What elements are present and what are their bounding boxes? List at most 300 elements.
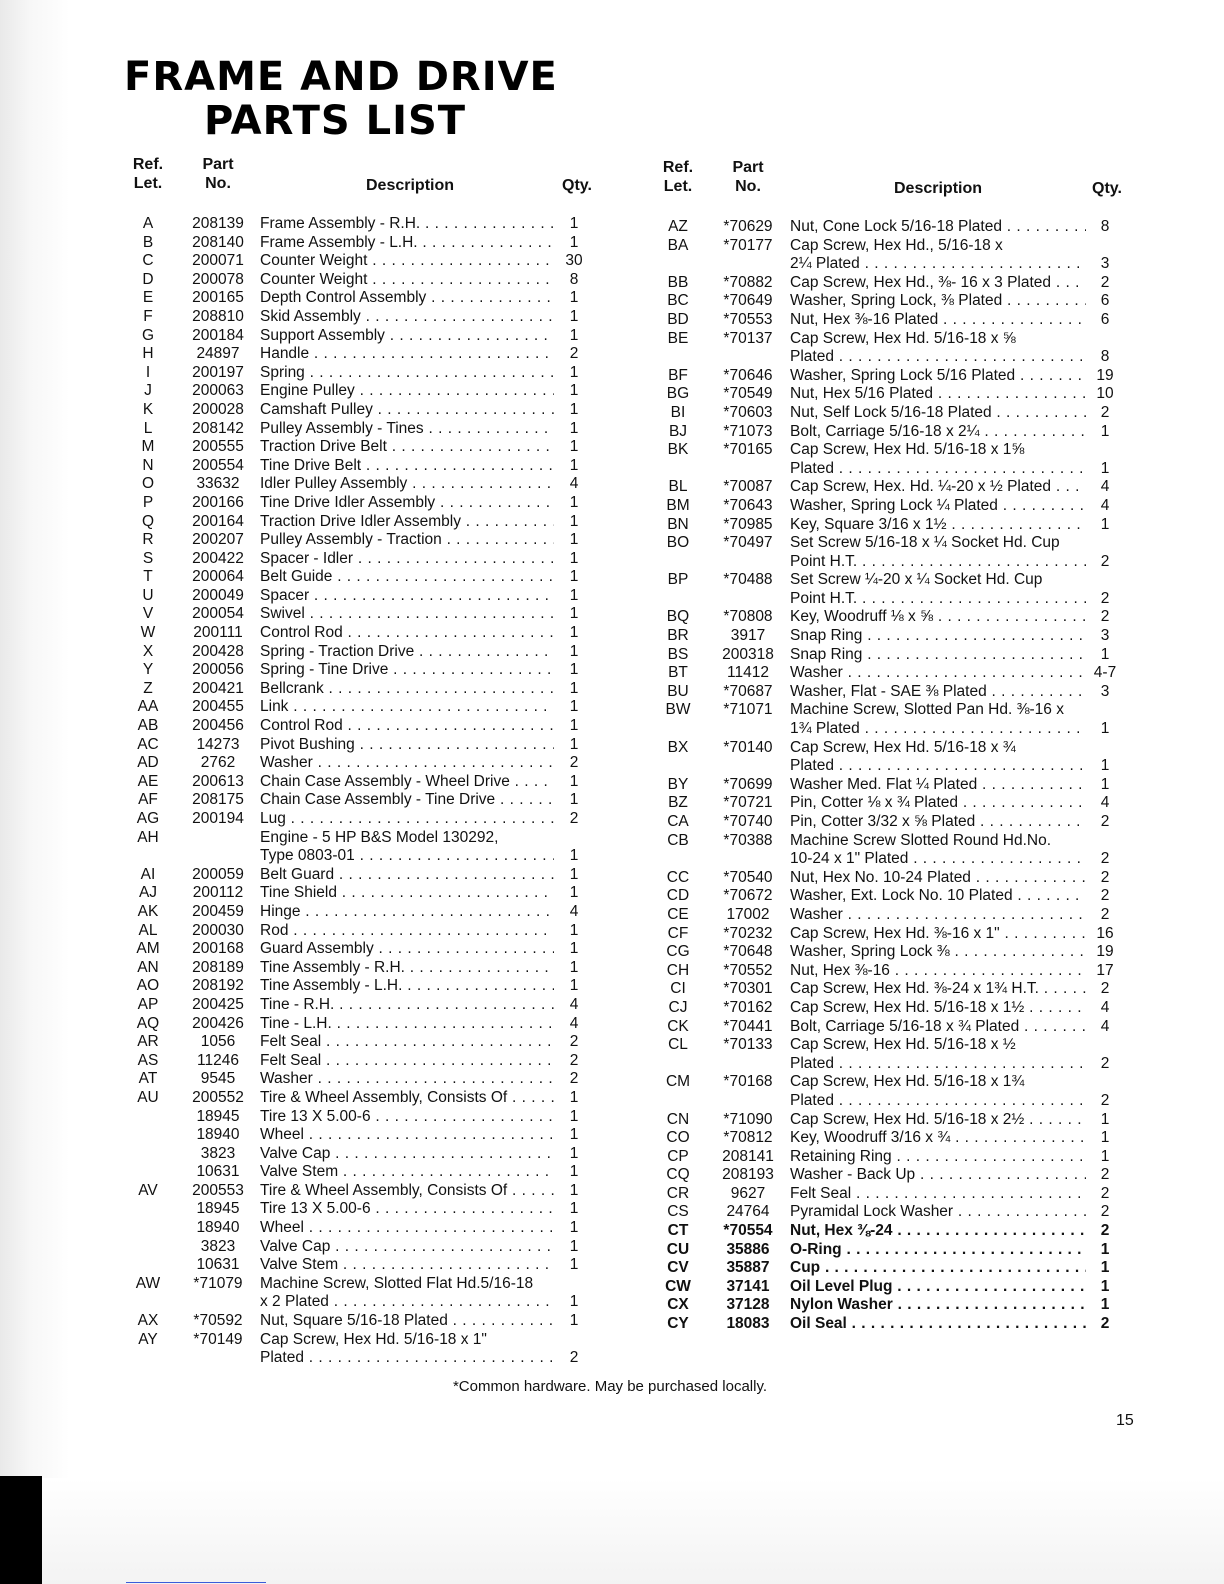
table-row: [122, 643, 602, 662]
table-row: [652, 962, 1124, 981]
part-number: 37141: [726, 1277, 770, 1295]
ref-letter: AE: [137, 772, 159, 790]
quantity: 1: [569, 1163, 579, 1181]
description-line: Support Assembly . . .: [260, 327, 554, 346]
ref-letter: CG: [666, 943, 690, 961]
ref-letter: AK: [137, 902, 159, 920]
part-description: [260, 922, 554, 941]
part-number: 200056: [192, 661, 244, 679]
ref-letter: CC: [666, 868, 690, 886]
ref-letter: Z: [143, 679, 153, 697]
table-row: [652, 404, 1124, 423]
part-description: [790, 646, 1086, 665]
description-line: Washer . . .: [790, 906, 1086, 925]
quantity: 1: [569, 698, 579, 716]
part-description: [260, 401, 554, 420]
description-line: Washer, Spring Lock, ⅜ Plated . . .: [790, 292, 1086, 311]
part-number: 200028: [192, 400, 244, 418]
part-number: 200422: [192, 549, 244, 567]
quantity: 1: [1100, 1259, 1110, 1277]
binding-edge: [0, 1476, 42, 1584]
description-line: Guard Assembly . . .: [260, 940, 554, 959]
part-description: [790, 516, 1086, 535]
ref-letter: CR: [666, 1184, 690, 1202]
ref-letter: U: [142, 586, 154, 604]
part-description: [260, 1219, 554, 1238]
quantity: 2: [569, 754, 579, 772]
description-line: Key, Woodruff 3/16 x ¾ . . .: [790, 1129, 1086, 1148]
table-row: [652, 627, 1124, 646]
description-line: Machine Screw, Slotted Flat Hd.5/16-18: [260, 1274, 534, 1292]
ref-letter: D: [142, 270, 154, 288]
part-description: [260, 866, 554, 885]
quantity: 4-7: [1093, 664, 1117, 682]
part-description: [260, 1145, 554, 1164]
ref-letter: AI: [140, 865, 156, 883]
part-number: 18083: [726, 1315, 770, 1333]
description-line: Handle . . .: [260, 345, 554, 364]
part-number: *70137: [723, 329, 773, 347]
table-row: [122, 345, 602, 364]
quantity: 8: [1100, 218, 1110, 235]
part-number: *70699: [723, 775, 773, 793]
table-row: [122, 382, 602, 401]
quantity: 2: [1100, 887, 1110, 905]
table-row: [122, 1145, 602, 1164]
header-part-no: Part No.: [202, 156, 234, 192]
part-number: 208140: [192, 233, 244, 251]
quantity: 2: [1100, 1222, 1110, 1240]
quantity: 2: [569, 1070, 579, 1088]
ref-letter: CE: [667, 905, 689, 923]
description-line: Cap Screw, Hex Hd. 5/16-18 x ¾: [790, 738, 1016, 756]
parts-rows-right: [652, 218, 1124, 1334]
part-number: 200064: [192, 568, 244, 586]
description-line: Tire & Wheel Assembly, Consists Of . . .: [260, 1182, 554, 1201]
ref-letter: CT: [667, 1222, 689, 1240]
ref-letter: AG: [136, 810, 160, 827]
description-line: Cap Screw, Hex Hd. 5/16-18 x ⅝: [790, 329, 1016, 347]
ref-letter: A: [142, 215, 154, 232]
part-description: [790, 330, 1086, 367]
table-row: [122, 1108, 602, 1127]
description-line: Lug . . .: [260, 810, 554, 829]
table-row: [122, 661, 602, 680]
quantity: 1: [569, 1088, 579, 1106]
description-line: Pin, Cotter ⅛ x ¾ Plated . . .: [790, 794, 1086, 813]
ref-letter: V: [142, 605, 154, 623]
part-description: [790, 627, 1086, 646]
part-description: [260, 996, 554, 1015]
quantity: 30: [565, 252, 583, 270]
quantity: 16: [1096, 924, 1114, 942]
table-row: [122, 1033, 602, 1052]
description-line: Key, Woodruff ⅛ x ⅝ . . .: [790, 608, 1086, 627]
description-line: Plated . . .: [260, 1349, 554, 1368]
part-number: 200455: [192, 698, 244, 716]
part-number: 24764: [726, 1203, 770, 1221]
ref-letter: AT: [138, 1070, 158, 1088]
part-number: *70629: [723, 218, 773, 235]
part-number: *70162: [723, 998, 773, 1016]
part-number: *70687: [723, 682, 773, 700]
scan-underline-mark: [126, 1582, 266, 1583]
part-description: [260, 605, 554, 624]
table-row: [652, 776, 1124, 795]
part-description: [790, 423, 1086, 442]
table-row: [122, 810, 602, 829]
part-description: [260, 1052, 554, 1071]
description-line: Cap Screw, Hex Hd. 5/16-18 x 1½ . . .: [790, 999, 1086, 1018]
ref-letter: B: [142, 233, 154, 251]
description-line: Plated . . .: [790, 1092, 1086, 1111]
table-row: [652, 1241, 1124, 1260]
ref-letter: AD: [137, 754, 159, 772]
quantity: 1: [569, 977, 579, 995]
table-row: [652, 1278, 1124, 1297]
description-line: Counter Weight . . .: [260, 271, 554, 290]
quantity: 1: [1100, 720, 1110, 738]
table-row: [652, 1148, 1124, 1167]
part-description: [260, 1331, 554, 1368]
quantity: 1: [569, 884, 579, 902]
table-row: [652, 1185, 1124, 1204]
part-number: *70643: [723, 496, 773, 514]
ref-letter: BR: [667, 627, 689, 645]
description-line: Counter Weight . . .: [260, 252, 554, 271]
table-row: [652, 794, 1124, 813]
table-row: [122, 773, 602, 792]
ref-letter: BQ: [666, 608, 690, 626]
ref-letter: AB: [137, 717, 159, 735]
table-row: [652, 1018, 1124, 1037]
description-line: Spacer - Idler . . .: [260, 550, 554, 569]
table-row: [122, 922, 602, 941]
ref-letter: H: [142, 345, 154, 363]
table-row: [122, 977, 602, 996]
quantity: 2: [1100, 273, 1110, 291]
table-row: [122, 829, 602, 866]
part-description: [790, 1296, 1086, 1315]
description-line: Point H.T. . . .: [790, 553, 1086, 572]
description-line: Pivot Bushing . . .: [260, 736, 554, 755]
quantity: 1: [569, 1219, 579, 1237]
description-line: 1¾ Plated . . .: [790, 720, 1086, 739]
quantity: 17: [1096, 961, 1114, 979]
table-row: [652, 1222, 1124, 1241]
quantity: 2: [569, 1349, 579, 1367]
quantity: 1: [1100, 1277, 1110, 1295]
part-description: [790, 367, 1086, 386]
ref-letter: AP: [137, 995, 159, 1013]
table-row: [122, 1275, 602, 1312]
ref-letter: P: [142, 493, 154, 511]
part-number: *70140: [723, 738, 773, 756]
table-row: [122, 289, 602, 308]
ref-letter: BK: [667, 441, 689, 459]
table-row: [122, 940, 602, 959]
ref-letter: O: [141, 475, 155, 493]
part-number: 3823: [200, 1144, 236, 1162]
part-description: [260, 829, 554, 866]
description-line: Nylon Washer . . .: [790, 1296, 1086, 1315]
ref-letter: AM: [136, 940, 160, 958]
quantity: 1: [569, 642, 579, 660]
description-line: Type 0803-01 . . .: [260, 847, 554, 866]
table-row: [122, 531, 602, 550]
ref-letter: CY: [667, 1315, 689, 1333]
description-line: Retaining Ring . . .: [790, 1148, 1086, 1167]
part-description: [260, 1126, 554, 1145]
quantity: 1: [1100, 775, 1110, 793]
quantity: 1: [569, 233, 579, 251]
description-line: Washer, Spring Lock ⅜ . . .: [790, 943, 1086, 962]
description-line: Cap Screw, Hex Hd., ⅜- 16 x 3 Plated . . .: [790, 274, 1086, 293]
part-description: [790, 664, 1086, 683]
table-row: [652, 367, 1124, 386]
description-line: Washer Med. Flat ¼ Plated . . .: [790, 776, 1086, 795]
description-line: Spring - Tine Drive . . .: [260, 661, 554, 680]
header-description: Description: [894, 180, 983, 197]
part-description: [260, 271, 554, 290]
part-number: 200554: [192, 456, 244, 474]
part-description: [790, 1166, 1086, 1185]
table-row: [122, 457, 602, 476]
part-description: [790, 701, 1086, 738]
part-number: *71090: [723, 1110, 773, 1128]
part-description: [790, 869, 1086, 888]
part-number: 18940: [196, 1126, 240, 1144]
part-number: 10631: [196, 1256, 240, 1274]
table-row: [652, 813, 1124, 832]
description-line: Pulley Assembly - Traction . . .: [260, 531, 554, 550]
ref-letter: W: [140, 624, 156, 642]
quantity: 1: [569, 512, 579, 530]
description-line: Cap Screw, Hex Hd. ⅜-24 x 1¾ H.T. . . .: [790, 980, 1086, 999]
ref-letter: BJ: [668, 422, 688, 440]
ref-letter: G: [141, 326, 155, 344]
table-row: [652, 274, 1124, 293]
part-number: 24897: [196, 345, 240, 363]
part-description: [260, 457, 554, 476]
table-row: [122, 717, 602, 736]
ref-letter: AC: [137, 735, 159, 753]
table-row: [122, 513, 602, 532]
quantity: 2: [569, 1033, 579, 1051]
part-number: *70087: [723, 478, 773, 496]
part-number: 208142: [192, 419, 244, 437]
part-number: 2762: [200, 754, 236, 772]
description-line: Frame Assembly - L.H. . . .: [260, 234, 554, 253]
quantity: 2: [1100, 868, 1110, 886]
quantity: 1: [569, 624, 579, 642]
quantity: 2: [1100, 980, 1110, 998]
table-row: [122, 680, 602, 699]
quantity: 2: [1100, 1166, 1110, 1184]
header-ref-let: Ref. Let.: [662, 159, 694, 195]
quantity: 1: [569, 549, 579, 567]
part-description: [260, 959, 554, 978]
quantity: 1: [569, 326, 579, 344]
part-description: [790, 404, 1086, 423]
part-number: 208810: [192, 307, 244, 325]
part-description: [260, 884, 554, 903]
description-line: Plated . . .: [790, 1055, 1086, 1074]
quantity: 1: [569, 1200, 579, 1218]
part-description: [260, 308, 554, 327]
part-description: [790, 1278, 1086, 1297]
quantity: 19: [1096, 366, 1114, 384]
table-row: [652, 925, 1124, 944]
table-row: [122, 1182, 602, 1201]
description-line: Cap Screw, Hex Hd. 5/16-18 x 2½ . . .: [790, 1111, 1086, 1130]
part-number: 200071: [192, 252, 244, 270]
part-number: *70149: [193, 1330, 243, 1348]
description-line: Nut, Square 5/16-18 Plated . . .: [260, 1312, 554, 1331]
part-description: [260, 1033, 554, 1052]
ref-letter: CV: [667, 1259, 689, 1277]
ref-letter: AS: [137, 1051, 159, 1069]
quantity: 2: [1100, 403, 1110, 421]
part-description: [790, 385, 1086, 404]
table-row: [122, 475, 602, 494]
part-number: 18945: [196, 1107, 240, 1125]
quantity: 1: [569, 1126, 579, 1144]
quantity: 6: [1100, 310, 1110, 328]
ref-letter: BF: [668, 366, 688, 384]
description-line: Nut, Hex ⅜-24 . . .: [790, 1222, 1086, 1241]
parts-table-left: [122, 155, 602, 1368]
part-number: *70165: [723, 441, 773, 459]
table-row: [122, 1256, 602, 1275]
ref-letter: BA: [667, 236, 689, 254]
quantity: 2: [1100, 905, 1110, 923]
part-number: 208141: [722, 1147, 774, 1165]
quantity: 19: [1096, 943, 1114, 961]
quantity: 1: [569, 1256, 579, 1274]
part-description: [260, 420, 554, 439]
part-description: [260, 736, 554, 755]
table-row: [652, 1259, 1124, 1278]
part-number: 35886: [726, 1240, 770, 1258]
part-description: [790, 683, 1086, 702]
part-description: [790, 1222, 1086, 1241]
part-description: [790, 237, 1086, 274]
table-row: [652, 1036, 1124, 1073]
table-row: [122, 866, 602, 885]
part-description: [790, 1241, 1086, 1260]
description-line: Nut, Hex ⅜-16 Plated . . .: [790, 311, 1086, 330]
table-row: [652, 701, 1124, 738]
part-description: [790, 1148, 1086, 1167]
quantity: 1: [569, 419, 579, 437]
quantity: 1: [1100, 645, 1110, 663]
table-row: [122, 605, 602, 624]
part-description: [260, 977, 554, 996]
table-row: [122, 1070, 602, 1089]
table-row: [122, 1312, 602, 1331]
part-number: *70168: [723, 1073, 773, 1091]
part-description: [790, 776, 1086, 795]
part-number: 200112: [192, 884, 244, 902]
part-number: 208193: [722, 1166, 774, 1184]
part-description: [260, 1089, 554, 1108]
ref-letter: S: [142, 549, 154, 567]
ref-letter: CN: [666, 1110, 690, 1128]
table-row: [122, 271, 602, 290]
table-row: [122, 327, 602, 346]
description-line: 10-24 x 1" Plated . . .: [790, 850, 1086, 869]
description-line: Valve Stem . . .: [260, 1163, 554, 1182]
description-line: Nut, Cone Lock 5/16-18 Plated . . .: [790, 218, 1086, 237]
quantity: 1: [569, 661, 579, 679]
page-number: 15: [1116, 1412, 1134, 1429]
part-description: [790, 571, 1086, 608]
description-line: Control Rod . . .: [260, 624, 554, 643]
description-line: Belt Guide . . .: [260, 568, 554, 587]
ref-letter: AF: [138, 791, 158, 809]
part-description: [790, 478, 1086, 497]
description-line: Washer - Back Up . . .: [790, 1166, 1086, 1185]
part-description: [260, 624, 554, 643]
ref-letter: AV: [138, 1181, 158, 1199]
description-line: Plated . . .: [790, 460, 1086, 479]
table-row: [652, 385, 1124, 404]
description-line: Wheel . . .: [260, 1219, 554, 1238]
part-description: [790, 887, 1086, 906]
ref-letter: CD: [666, 887, 690, 905]
ref-letter: L: [143, 419, 153, 437]
ref-letter: AA: [137, 698, 159, 716]
part-number: 18945: [196, 1200, 240, 1218]
description-line: Cap Screw, Hex Hd. 5/16-18 x ½: [790, 1036, 1016, 1054]
part-number: *70301: [723, 980, 773, 998]
part-description: [260, 289, 554, 308]
part-number: 200168: [192, 940, 244, 958]
part-number: *70133: [723, 1036, 773, 1054]
description-line: Cap Screw, Hex Hd. 5/16-18 x 1⅝: [790, 441, 1025, 459]
part-description: [790, 1315, 1086, 1334]
ref-letter: T: [143, 568, 153, 586]
ref-letter: BM: [666, 496, 690, 514]
part-description: [260, 513, 554, 532]
table-row: [122, 624, 602, 643]
ref-letter: CQ: [666, 1166, 690, 1184]
ref-letter: BP: [667, 571, 689, 589]
footnote-text: *Common hardware. May be purchased locally.: [452, 1378, 768, 1395]
description-line: Plated . . .: [790, 348, 1086, 367]
quantity: 1: [569, 772, 579, 790]
table-row: [122, 568, 602, 587]
part-number: 200459: [192, 902, 244, 920]
part-description: [790, 962, 1086, 981]
quantity: 2: [1100, 1203, 1110, 1221]
quantity: 3: [1100, 627, 1110, 645]
part-number: *70649: [723, 292, 773, 310]
quantity: 2: [569, 1051, 579, 1069]
table-row: [652, 1203, 1124, 1222]
table-row: [122, 1126, 602, 1145]
table-row: [122, 1219, 602, 1238]
quantity: 2: [1100, 1091, 1110, 1109]
quantity: 2: [1100, 1315, 1110, 1333]
part-number: *71079: [193, 1274, 243, 1292]
description-line: Washer, Spring Lock 5/16 Plated . . .: [790, 367, 1086, 386]
parts-rows-left: [122, 215, 602, 1368]
part-number: *70488: [723, 571, 773, 589]
description-line: Spacer . . .: [260, 587, 554, 606]
part-number: *70177: [723, 236, 773, 254]
